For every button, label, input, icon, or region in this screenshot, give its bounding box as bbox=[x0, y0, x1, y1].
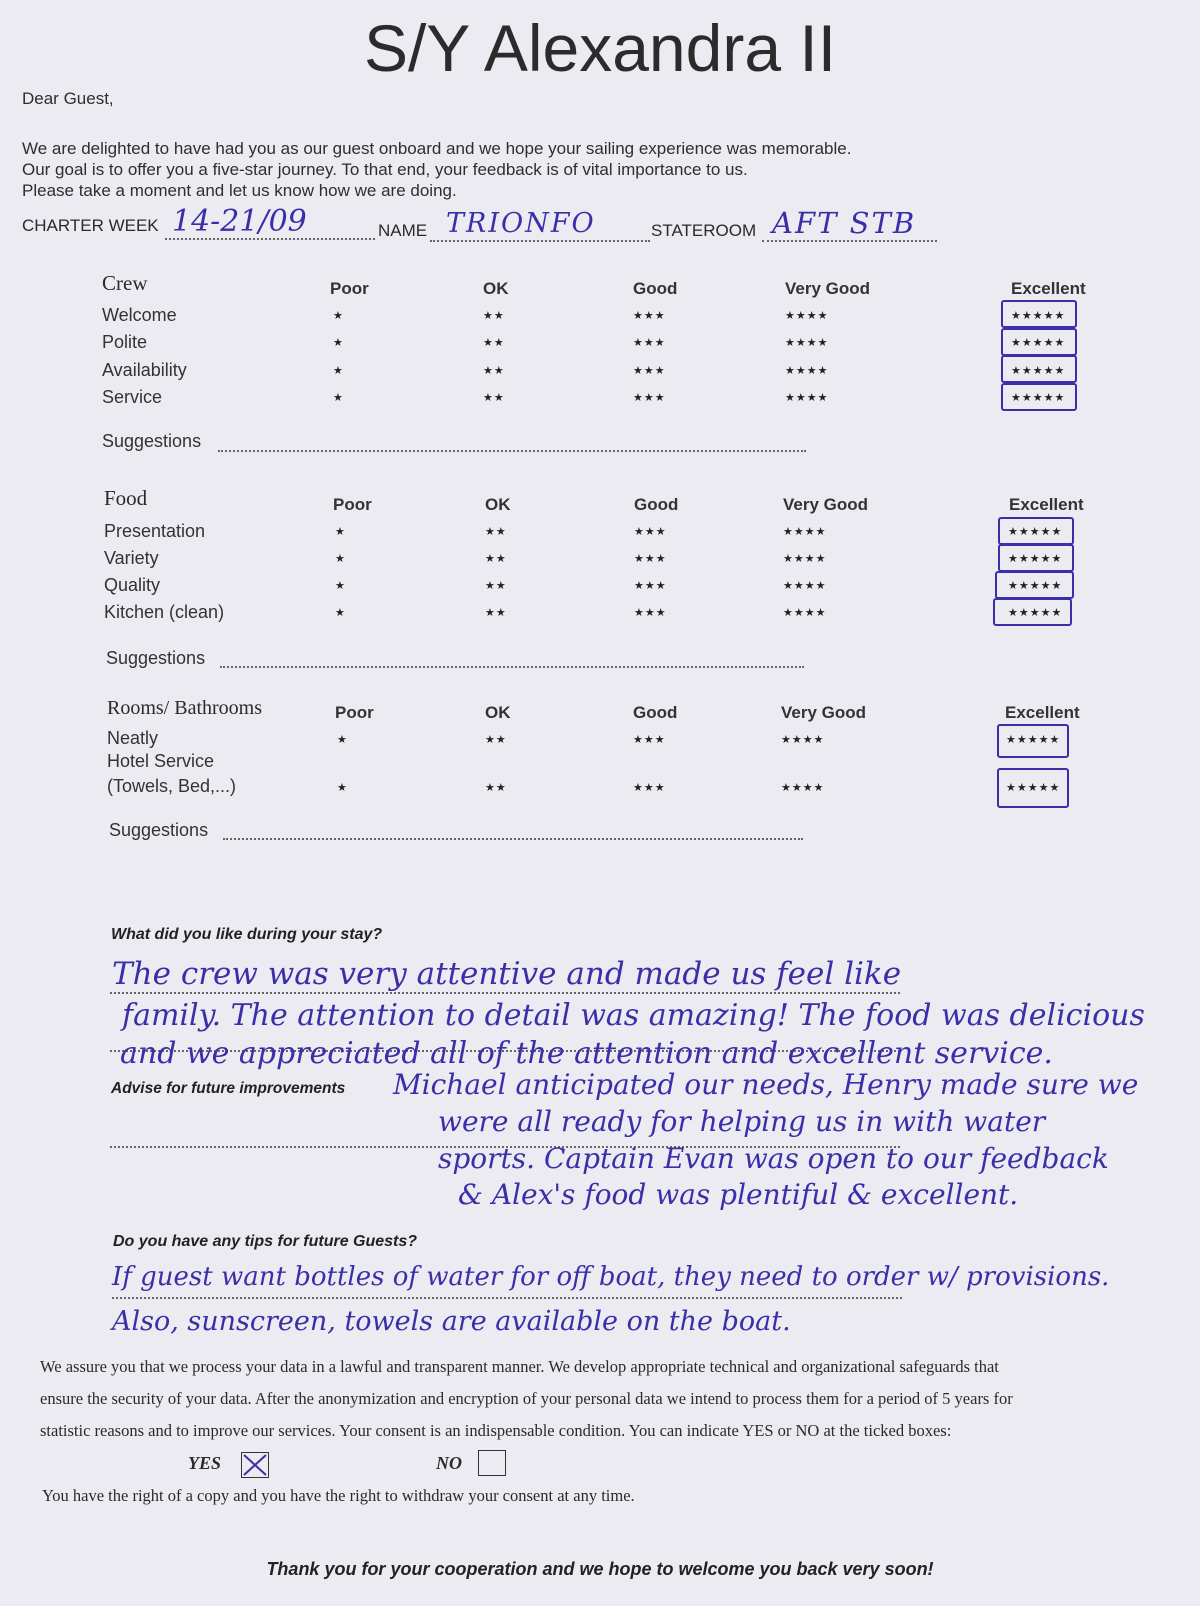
consent-no-label: NO bbox=[436, 1453, 462, 1473]
rating-option-ok[interactable]: ★★ bbox=[483, 337, 505, 349]
stateroom-line bbox=[762, 240, 937, 242]
consent-text: We assure you that we process your data in a lawful and transparent manner. We develop appropriate technical and organizational safeguards that bbox=[40, 1357, 999, 1376]
rating-option-very-good[interactable]: ★★★★ bbox=[783, 607, 827, 619]
rating-option-ok[interactable]: ★★ bbox=[483, 392, 505, 404]
column-header-ok: OK bbox=[485, 703, 511, 722]
rating-option-very-good[interactable]: ★★★★ bbox=[781, 734, 825, 746]
rating-row-label: Service bbox=[102, 387, 163, 407]
answer-line bbox=[110, 992, 900, 994]
suggestions-field[interactable] bbox=[223, 838, 803, 840]
footer-thank-you: Thank you for your cooperation and we hope to welcome you back very soon! bbox=[266, 1559, 934, 1579]
rating-row-label: Quality bbox=[104, 575, 161, 595]
rating-option-poor[interactable]: ★ bbox=[335, 553, 346, 565]
answer-line bbox=[112, 1297, 902, 1299]
name-field[interactable]: TRIONFO bbox=[446, 208, 596, 239]
stateroom-label: STATEROOM bbox=[651, 221, 757, 240]
handwritten-answer-improvements[interactable]: sports. Captain Evan was open to our feedback bbox=[438, 1142, 1109, 1175]
rating-option-good[interactable]: ★★★ bbox=[634, 580, 667, 592]
consent-yes-checkbox[interactable] bbox=[241, 1452, 269, 1478]
selection-mark bbox=[998, 517, 1074, 545]
rating-option-very-good[interactable]: ★★★★ bbox=[785, 337, 829, 349]
question-improvements: Advise for future improvements bbox=[111, 1080, 346, 1097]
rating-row-label: Hotel Service bbox=[107, 751, 215, 771]
rating-row-label: Kitchen (clean) bbox=[104, 602, 225, 622]
rating-option-excellent[interactable]: ★★★★★ bbox=[1006, 734, 1061, 746]
rating-option-very-good[interactable]: ★★★★ bbox=[781, 782, 825, 794]
rating-option-very-good[interactable]: ★★★★ bbox=[783, 580, 827, 592]
rating-option-ok[interactable]: ★★ bbox=[485, 734, 507, 746]
rating-option-very-good[interactable]: ★★★★ bbox=[785, 310, 829, 322]
selection-mark bbox=[997, 768, 1069, 808]
rating-option-good[interactable]: ★★★ bbox=[634, 553, 667, 565]
column-header-good: Good bbox=[633, 279, 678, 298]
handwritten-answer-liked[interactable]: and we appreciated all of the attention and excellent service. bbox=[120, 1036, 1053, 1071]
checkmark-x-icon bbox=[242, 1453, 268, 1477]
rating-option-very-good[interactable]: ★★★★ bbox=[785, 392, 829, 404]
question-tips: Do you have any tips for future Guests? bbox=[113, 1233, 418, 1250]
consent-rights-text: You have the right of a copy and you have the right to withdraw your consent at any time. bbox=[42, 1486, 635, 1505]
column-header-poor: Poor bbox=[333, 495, 372, 514]
rating-option-excellent[interactable]: ★★★★★ bbox=[1008, 553, 1063, 565]
rating-option-excellent[interactable]: ★★★★★ bbox=[1011, 365, 1066, 377]
handwritten-answer-liked[interactable]: family. The attention to detail was amazing! The food was delicious bbox=[122, 998, 1145, 1033]
handwritten-answer-improvements[interactable]: & Alex's food was plentiful & excellent. bbox=[458, 1178, 1019, 1211]
section-title-rooms: Rooms/ Bathrooms bbox=[107, 697, 263, 719]
selection-mark bbox=[1001, 300, 1077, 328]
rating-option-poor[interactable]: ★ bbox=[333, 310, 344, 322]
stateroom-field[interactable]: AFT STB bbox=[772, 206, 917, 240]
rating-option-good[interactable]: ★★★ bbox=[633, 310, 666, 322]
rating-option-very-good[interactable]: ★★★★ bbox=[785, 365, 829, 377]
selection-mark bbox=[998, 544, 1074, 572]
intro-line: We are delighted to have had you as our guest onboard and we hope your sailing experience was memorable. bbox=[22, 139, 852, 158]
rating-row-label: Neatly bbox=[107, 728, 159, 748]
rating-option-good[interactable]: ★★★ bbox=[633, 392, 666, 404]
rating-option-very-good[interactable]: ★★★★ bbox=[783, 526, 827, 538]
suggestions-label: Suggestions bbox=[102, 431, 202, 451]
rating-option-excellent[interactable]: ★★★★★ bbox=[1011, 392, 1066, 404]
rating-row-label: (Towels, Bed,...) bbox=[107, 776, 237, 796]
column-header-ok: OK bbox=[483, 279, 509, 298]
column-header-very-good: Very Good bbox=[781, 703, 867, 722]
rating-row-label: Availability bbox=[102, 360, 187, 380]
section-title-crew: Crew bbox=[102, 271, 148, 295]
rating-option-poor[interactable]: ★ bbox=[333, 392, 344, 404]
handwritten-answer-liked[interactable]: The crew was very attentive and made us feel like bbox=[112, 956, 902, 992]
handwritten-answer-tips[interactable]: If guest want bottles of water for off boat, they need to order w/ provisions. bbox=[112, 1262, 1110, 1292]
rating-option-excellent[interactable]: ★★★★★ bbox=[1008, 526, 1063, 538]
question-liked: What did you like during your stay? bbox=[111, 926, 383, 943]
rating-option-ok[interactable]: ★★ bbox=[483, 365, 505, 377]
selection-mark bbox=[995, 571, 1074, 599]
column-header-good: Good bbox=[633, 703, 678, 722]
greeting: Dear Guest, bbox=[22, 89, 114, 108]
rating-option-good[interactable]: ★★★ bbox=[633, 337, 666, 349]
rating-option-good[interactable]: ★★★ bbox=[634, 526, 667, 538]
consent-yes-label: YES bbox=[188, 1453, 222, 1473]
selection-mark bbox=[1001, 383, 1077, 411]
rating-row-label: Polite bbox=[102, 332, 148, 352]
form-title: S/Y Alexandra II bbox=[363, 11, 837, 85]
column-header-excellent: Excellent bbox=[1011, 279, 1086, 298]
rating-option-poor[interactable]: ★ bbox=[335, 607, 346, 619]
handwritten-answer-improvements[interactable]: were all ready for helping us in with water bbox=[438, 1105, 1046, 1138]
handwritten-answer-improvements[interactable]: Michael anticipated our needs, Henry made sure we bbox=[393, 1068, 1139, 1101]
rating-option-good[interactable]: ★★★ bbox=[634, 607, 667, 619]
rating-option-very-good[interactable]: ★★★★ bbox=[783, 553, 827, 565]
rating-option-excellent[interactable]: ★★★★★ bbox=[1011, 310, 1066, 322]
consent-no-checkbox[interactable] bbox=[478, 1450, 506, 1476]
consent-text: statistic reasons and to improve our services. Your consent is an indispensable condition. You can indicate YES or NO at the ticked boxes: bbox=[40, 1421, 952, 1440]
rating-option-poor[interactable]: ★ bbox=[333, 365, 344, 377]
rating-option-ok[interactable]: ★★ bbox=[485, 580, 507, 592]
selection-mark bbox=[1001, 355, 1077, 383]
rating-row-label: Welcome bbox=[102, 305, 177, 325]
suggestions-field[interactable] bbox=[218, 450, 806, 452]
rating-option-good[interactable]: ★★★ bbox=[633, 734, 666, 746]
charter-week-field[interactable]: 14-21/09 bbox=[172, 204, 307, 239]
column-header-ok: OK bbox=[485, 495, 511, 514]
column-header-poor: Poor bbox=[335, 703, 374, 722]
rating-row-label: Presentation bbox=[104, 521, 206, 541]
rating-option-poor[interactable]: ★ bbox=[335, 526, 346, 538]
column-header-very-good: Very Good bbox=[783, 495, 869, 514]
handwritten-answer-tips[interactable]: Also, sunscreen, towels are available on the boat. bbox=[112, 1306, 791, 1337]
column-header-good: Good bbox=[634, 495, 679, 514]
rating-option-good[interactable]: ★★★ bbox=[633, 365, 666, 377]
selection-mark bbox=[997, 724, 1069, 758]
rating-option-excellent[interactable]: ★★★★★ bbox=[1011, 337, 1066, 349]
rating-row-label: Variety bbox=[104, 548, 159, 568]
rating-option-ok[interactable]: ★★ bbox=[485, 782, 507, 794]
suggestions-label: Suggestions bbox=[106, 648, 206, 668]
charter-week-label: CHARTER WEEK bbox=[22, 216, 159, 235]
rating-option-ok[interactable]: ★★ bbox=[485, 526, 507, 538]
intro-line: Please take a moment and let us know how we are doing. bbox=[22, 181, 457, 200]
rating-option-good[interactable]: ★★★ bbox=[633, 782, 666, 794]
section-title-food: Food bbox=[104, 486, 148, 510]
rating-option-poor[interactable]: ★ bbox=[337, 734, 348, 746]
suggestions-field[interactable] bbox=[220, 666, 804, 668]
rating-option-ok[interactable]: ★★ bbox=[485, 607, 507, 619]
rating-option-excellent[interactable]: ★★★★★ bbox=[1008, 580, 1063, 592]
column-header-excellent: Excellent bbox=[1009, 495, 1084, 514]
selection-mark bbox=[1001, 328, 1077, 356]
suggestions-label: Suggestions bbox=[109, 820, 209, 840]
column-header-poor: Poor bbox=[330, 279, 369, 298]
rating-option-poor[interactable]: ★ bbox=[333, 337, 344, 349]
name-line bbox=[430, 240, 650, 242]
column-header-excellent: Excellent bbox=[1005, 703, 1080, 722]
name-label: NAME bbox=[378, 221, 428, 240]
rating-option-ok[interactable]: ★★ bbox=[485, 553, 507, 565]
selection-mark bbox=[993, 598, 1072, 626]
rating-option-poor[interactable]: ★ bbox=[335, 580, 346, 592]
consent-text: ensure the security of your data. After the anonymization and encryption of your personal data we intend to process them for a period of 5 years for bbox=[40, 1389, 1013, 1408]
rating-option-excellent[interactable]: ★★★★★ bbox=[1006, 782, 1061, 794]
intro-line: Our goal is to offer you a five-star journey. To that end, your feedback is of vital importance to us. bbox=[22, 160, 748, 179]
column-header-very-good: Very Good bbox=[785, 279, 871, 298]
rating-option-poor[interactable]: ★ bbox=[337, 782, 348, 794]
rating-option-excellent[interactable]: ★★★★★ bbox=[1008, 607, 1063, 619]
rating-option-ok[interactable]: ★★ bbox=[483, 310, 505, 322]
